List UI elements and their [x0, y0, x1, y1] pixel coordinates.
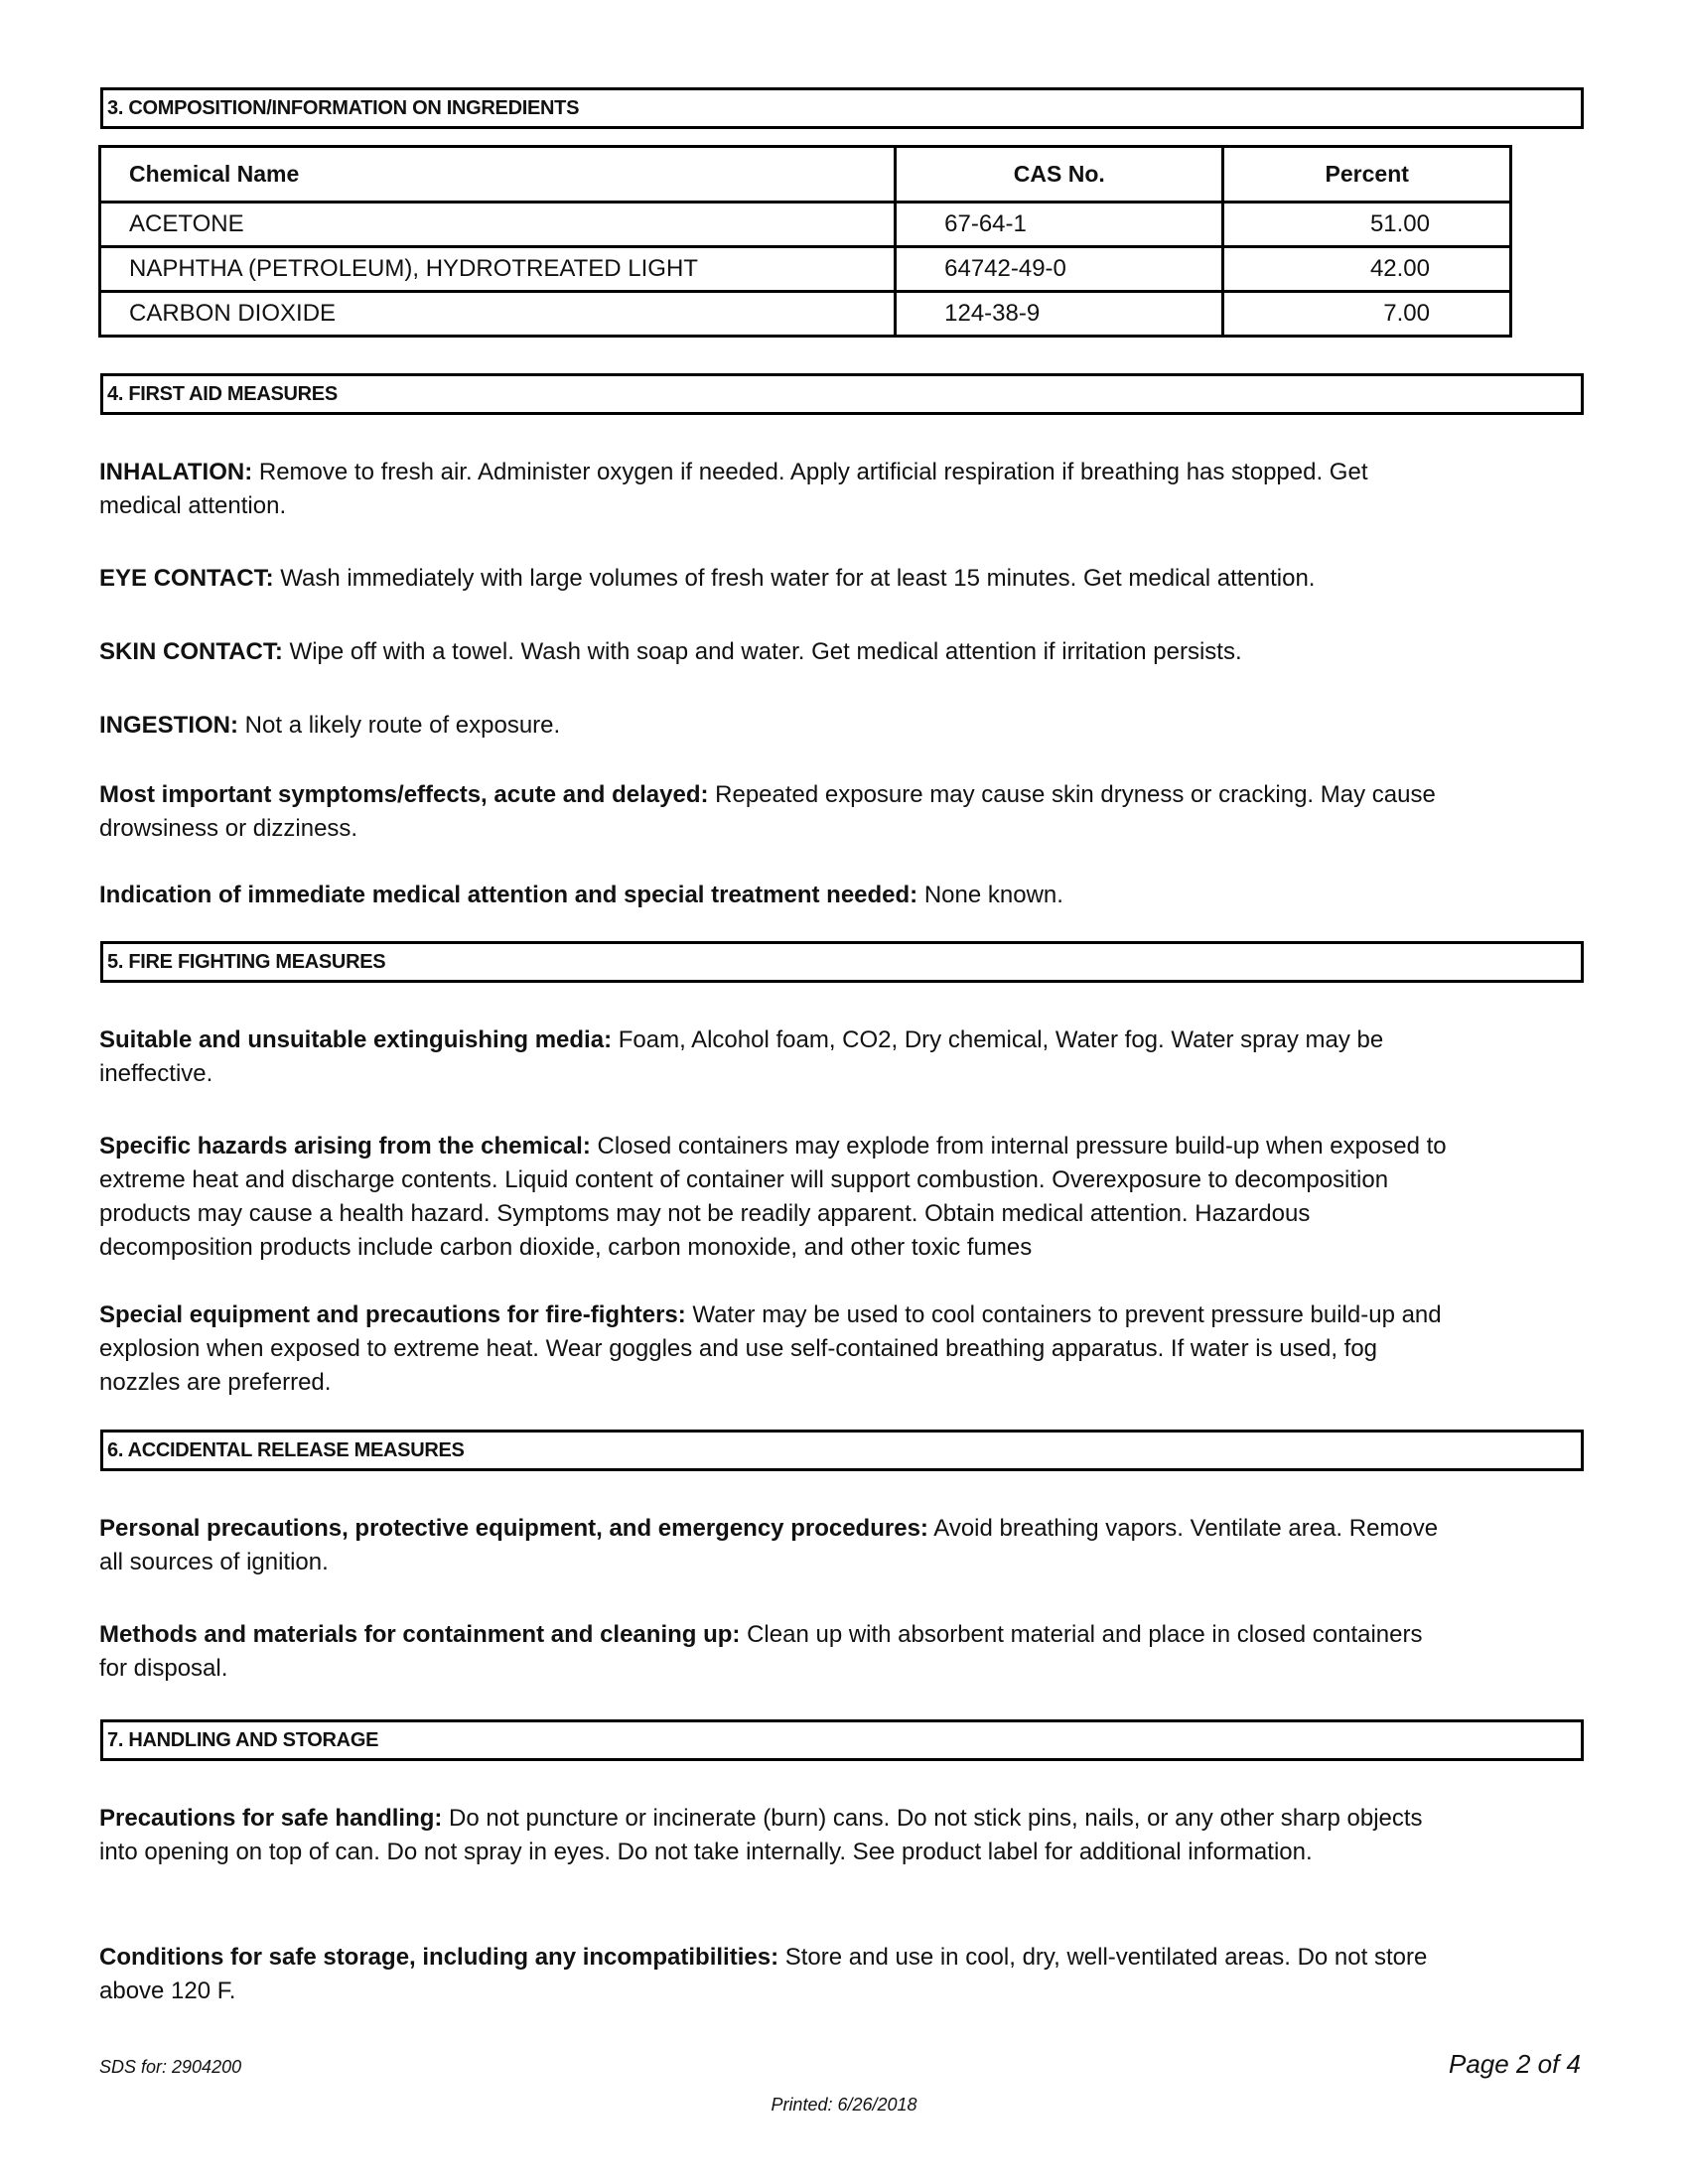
table-row — [100, 203, 1511, 247]
chemical-name-cell: NAPHTHA (PETROLEUM), HYDROTREATED LIGHT — [100, 247, 896, 292]
skin-contact-text: Wipe off with a towel. Wash with soap and water. Get medical attention if irritation persists. — [282, 638, 1242, 665]
skin-contact-paragraph — [99, 635, 1450, 669]
table-row — [100, 292, 1511, 337]
inhalation-paragraph — [99, 456, 1450, 523]
extinguishing-media-label: Suitable and unsuitable extinguishing media: — [99, 1026, 613, 1053]
sds-reference: SDS for: 2904200 — [99, 2057, 242, 2077]
fire-fighter-equipment-text: Water may be used to cool containers to prevent pressure build-up and explosion when exposed to extreme heat. Wear goggles and use self-contained breathing apparatus. If water is used, fog nozzles are preferred. — [99, 1301, 1442, 1396]
indication-text: None known. — [917, 882, 1063, 908]
inhalation-text: Remove to fresh air. Administer oxygen if needed. Apply artificial respiration if breathing has stopped. Get medical attention. — [99, 459, 1368, 519]
percent-cell: 51.00 — [1223, 203, 1511, 247]
safe-storage-label: Conditions for safe storage, including any incompatibilities: — [99, 1944, 779, 1971]
containment-paragraph — [99, 1618, 1450, 1686]
printed-date: Printed: 6/26/2018 — [771, 2095, 917, 2115]
ingestion-paragraph — [99, 709, 1450, 743]
percent-cell: 42.00 — [1223, 247, 1511, 292]
table-row — [100, 247, 1511, 292]
cas-number-cell: 124-38-9 — [896, 292, 1223, 337]
eye-contact-text: Wash immediately with large volumes of fresh water for at least 15 minutes. Get medical attention. — [273, 565, 1316, 592]
safe-storage-paragraph — [99, 1941, 1450, 2008]
section-header-composition: 3. COMPOSITION/INFORMATION ON INGREDIENTS — [100, 87, 1584, 129]
eye-contact-paragraph — [99, 562, 1450, 596]
indication-paragraph — [99, 879, 1450, 912]
symptoms-paragraph — [99, 778, 1450, 846]
section-header-accidental-release: 6. ACCIDENTAL RELEASE MEASURES — [100, 1430, 1584, 1471]
ingredients-table — [98, 145, 1512, 338]
safe-handling-text: Do not puncture or incinerate (burn) cans. Do not stick pins, nails, or any other sharp objects into opening on top of can. Do not spray in eyes. Do not take internally. See product label for additional information. — [99, 1805, 1423, 1865]
percent-cell: 7.00 — [1223, 292, 1511, 337]
ingestion-text: Not a likely route of exposure. — [238, 712, 561, 739]
column-header-cas-no: CAS No. — [896, 147, 1223, 203]
column-header-chemical-name: Chemical Name — [100, 147, 896, 203]
skin-contact-label: SKIN CONTACT: — [99, 638, 283, 665]
chemical-name-cell: ACETONE — [100, 203, 896, 247]
symptoms-label: Most important symptoms/effects, acute and delayed: — [99, 781, 709, 808]
inhalation-label: INHALATION: — [99, 459, 253, 485]
cas-number-cell: 67-64-1 — [896, 203, 1223, 247]
eye-contact-label: EYE CONTACT: — [99, 565, 274, 592]
specific-hazards-label: Specific hazards arising from the chemical: — [99, 1133, 591, 1160]
extinguishing-media-paragraph — [99, 1024, 1450, 1091]
personal-precautions-paragraph — [99, 1512, 1450, 1579]
section-header-fire-fighting: 5. FIRE FIGHTING MEASURES — [100, 941, 1584, 983]
specific-hazards-text: Closed containers may explode from internal pressure build-up when exposed to extreme heat and discharge contents. Liquid content of container will support combustion. Overexposure to decomposition products may cause a health hazard. Symptoms may not be readily apparent. Obtain medical attention. Hazardous decomposition products include carbon dioxide, carbon monoxide, and other toxic fumes — [99, 1133, 1447, 1261]
section-header-first-aid: 4. FIRST AID MEASURES — [100, 373, 1584, 415]
extinguishing-media-text: Foam, Alcohol foam, CO2, Dry chemical, Water fog. Water spray may be ineffective. — [99, 1026, 1384, 1087]
containment-label: Methods and materials for containment and cleaning up: — [99, 1621, 741, 1648]
cas-number-cell: 64742-49-0 — [896, 247, 1223, 292]
table-header-row — [100, 147, 1511, 203]
containment-text: Clean up with absorbent material and place in closed containers for disposal. — [99, 1621, 1423, 1682]
fire-fighter-equipment-label: Special equipment and precautions for fire-fighters: — [99, 1301, 686, 1328]
safe-handling-paragraph — [99, 1802, 1450, 1869]
safe-handling-label: Precautions for safe handling: — [99, 1805, 443, 1832]
column-header-percent: Percent — [1223, 147, 1511, 203]
page-number: Page 2 of 4 — [1449, 2049, 1581, 2079]
section-header-handling-storage: 7. HANDLING AND STORAGE — [100, 1719, 1584, 1761]
safe-storage-text: Store and use in cool, dry, well-ventilated areas. Do not store above 120 F. — [99, 1944, 1428, 2004]
symptoms-text: Repeated exposure may cause skin dryness or cracking. May cause drowsiness or dizziness. — [99, 781, 1436, 842]
chemical-name-cell: CARBON DIOXIDE — [100, 292, 896, 337]
specific-hazards-paragraph — [99, 1130, 1450, 1265]
ingestion-label: INGESTION: — [99, 712, 239, 739]
personal-precautions-label: Personal precautions, protective equipment, and emergency procedures: — [99, 1515, 928, 1542]
fire-fighter-equipment-paragraph — [99, 1298, 1450, 1400]
indication-label: Indication of immediate medical attention and special treatment needed: — [99, 882, 918, 908]
personal-precautions-text: Avoid breathing vapors. Ventilate area. Remove all sources of ignition. — [99, 1515, 1439, 1575]
